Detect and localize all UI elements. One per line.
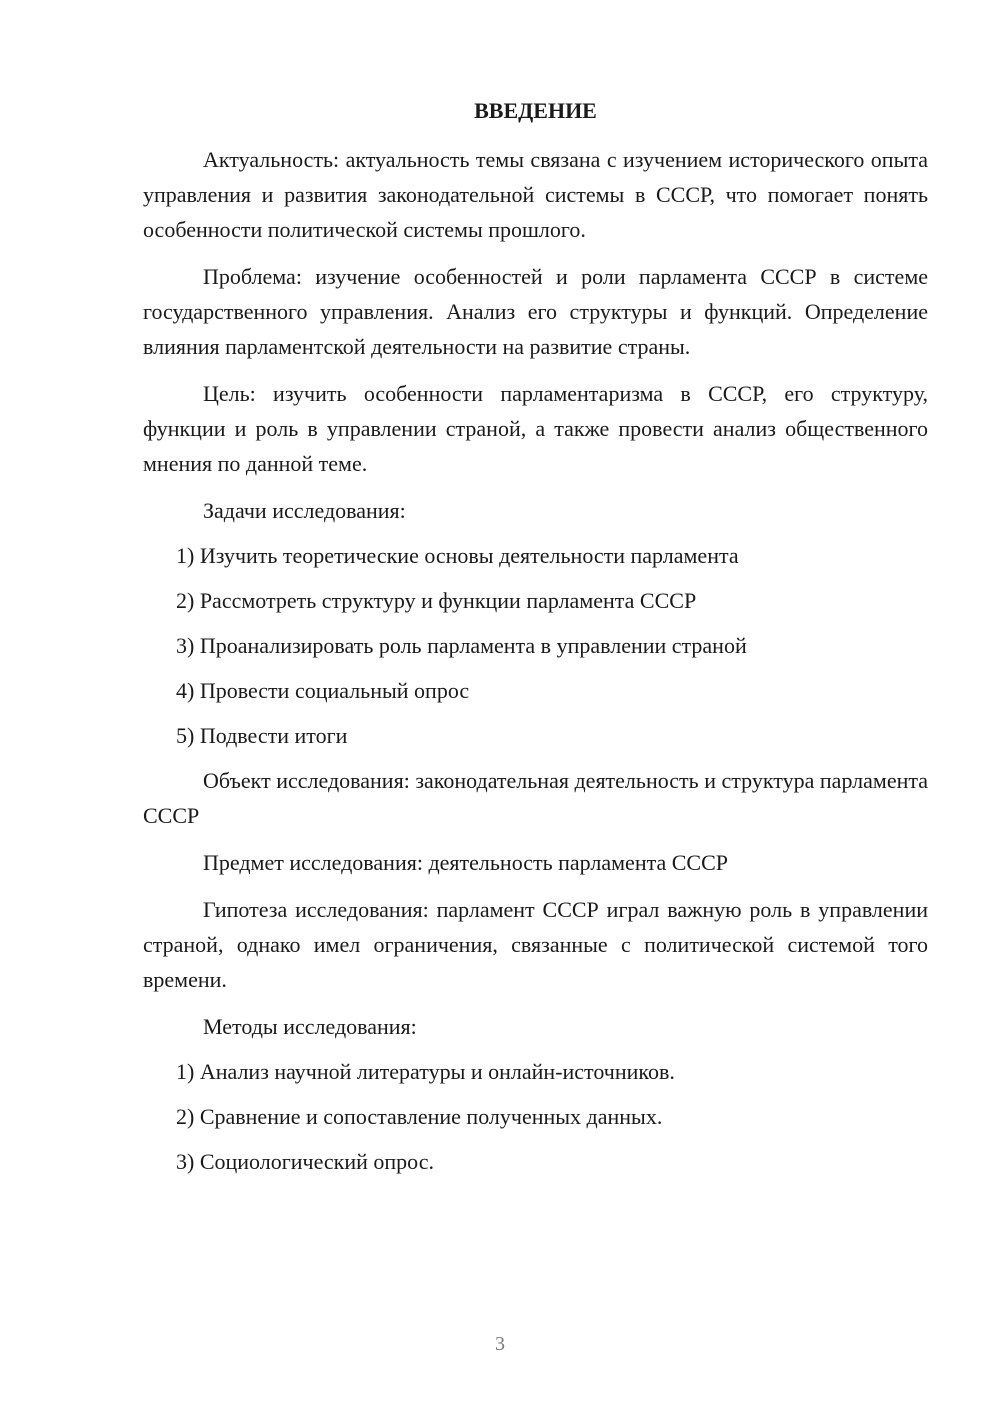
task-item: 4) Провести социальный опрос [176,678,470,703]
task-item: 2) Рассмотреть структуру и функции парламента СССР [176,588,697,613]
object-paragraph: Объект исследования: законодательная деятельность и структура парламента СССР [143,768,928,828]
tasks-list [143,538,928,753]
tasks-heading: Задачи исследования: [203,498,406,523]
methods-heading: Методы исследования: [203,1014,417,1039]
method-item: 3) Социологический опрос. [176,1149,434,1174]
task-item: 1) Изучить теоретические основы деятельности парламента [176,543,739,568]
method-item: 1) Анализ научной литературы и онлайн-источников. [176,1059,675,1084]
page-content [143,96,928,1189]
methods-list [143,1054,928,1179]
subject-paragraph: Предмет исследования: деятельность парламента СССР [203,850,729,875]
section-title: ВВЕДЕНИЕ [474,98,597,123]
page-number: 3 [495,1333,505,1355]
goal-paragraph: Цель: изучить особенности парламентаризма в СССР, его структуру, функции и роль в управлении страной, а также провести анализ общественного мнения по данной теме. [143,381,928,476]
method-item: 2) Сравнение и сопоставление полученных данных. [176,1104,663,1129]
relevance-paragraph: Актуальность: актуальность темы связана с изучением исторического опыта управления и развития законодательной системы в СССР, что помогает понять особенности политической системы прошлого. [143,147,928,242]
hypothesis-paragraph: Гипотеза исследования: парламент СССР играл важную роль в управлении страной, однако имел ограничения, связанные с политической системой того времени. [143,897,928,992]
problem-paragraph: Проблема: изучение особенностей и роли парламента СССР в системе государственного управления. Анализ его структуры и функций. Определение влияния парламентской деятельности на развитие страны. [143,264,928,359]
task-item: 3) Проанализировать роль парламента в управлении страной [176,633,747,658]
task-item: 5) Подвести итоги [176,723,348,748]
